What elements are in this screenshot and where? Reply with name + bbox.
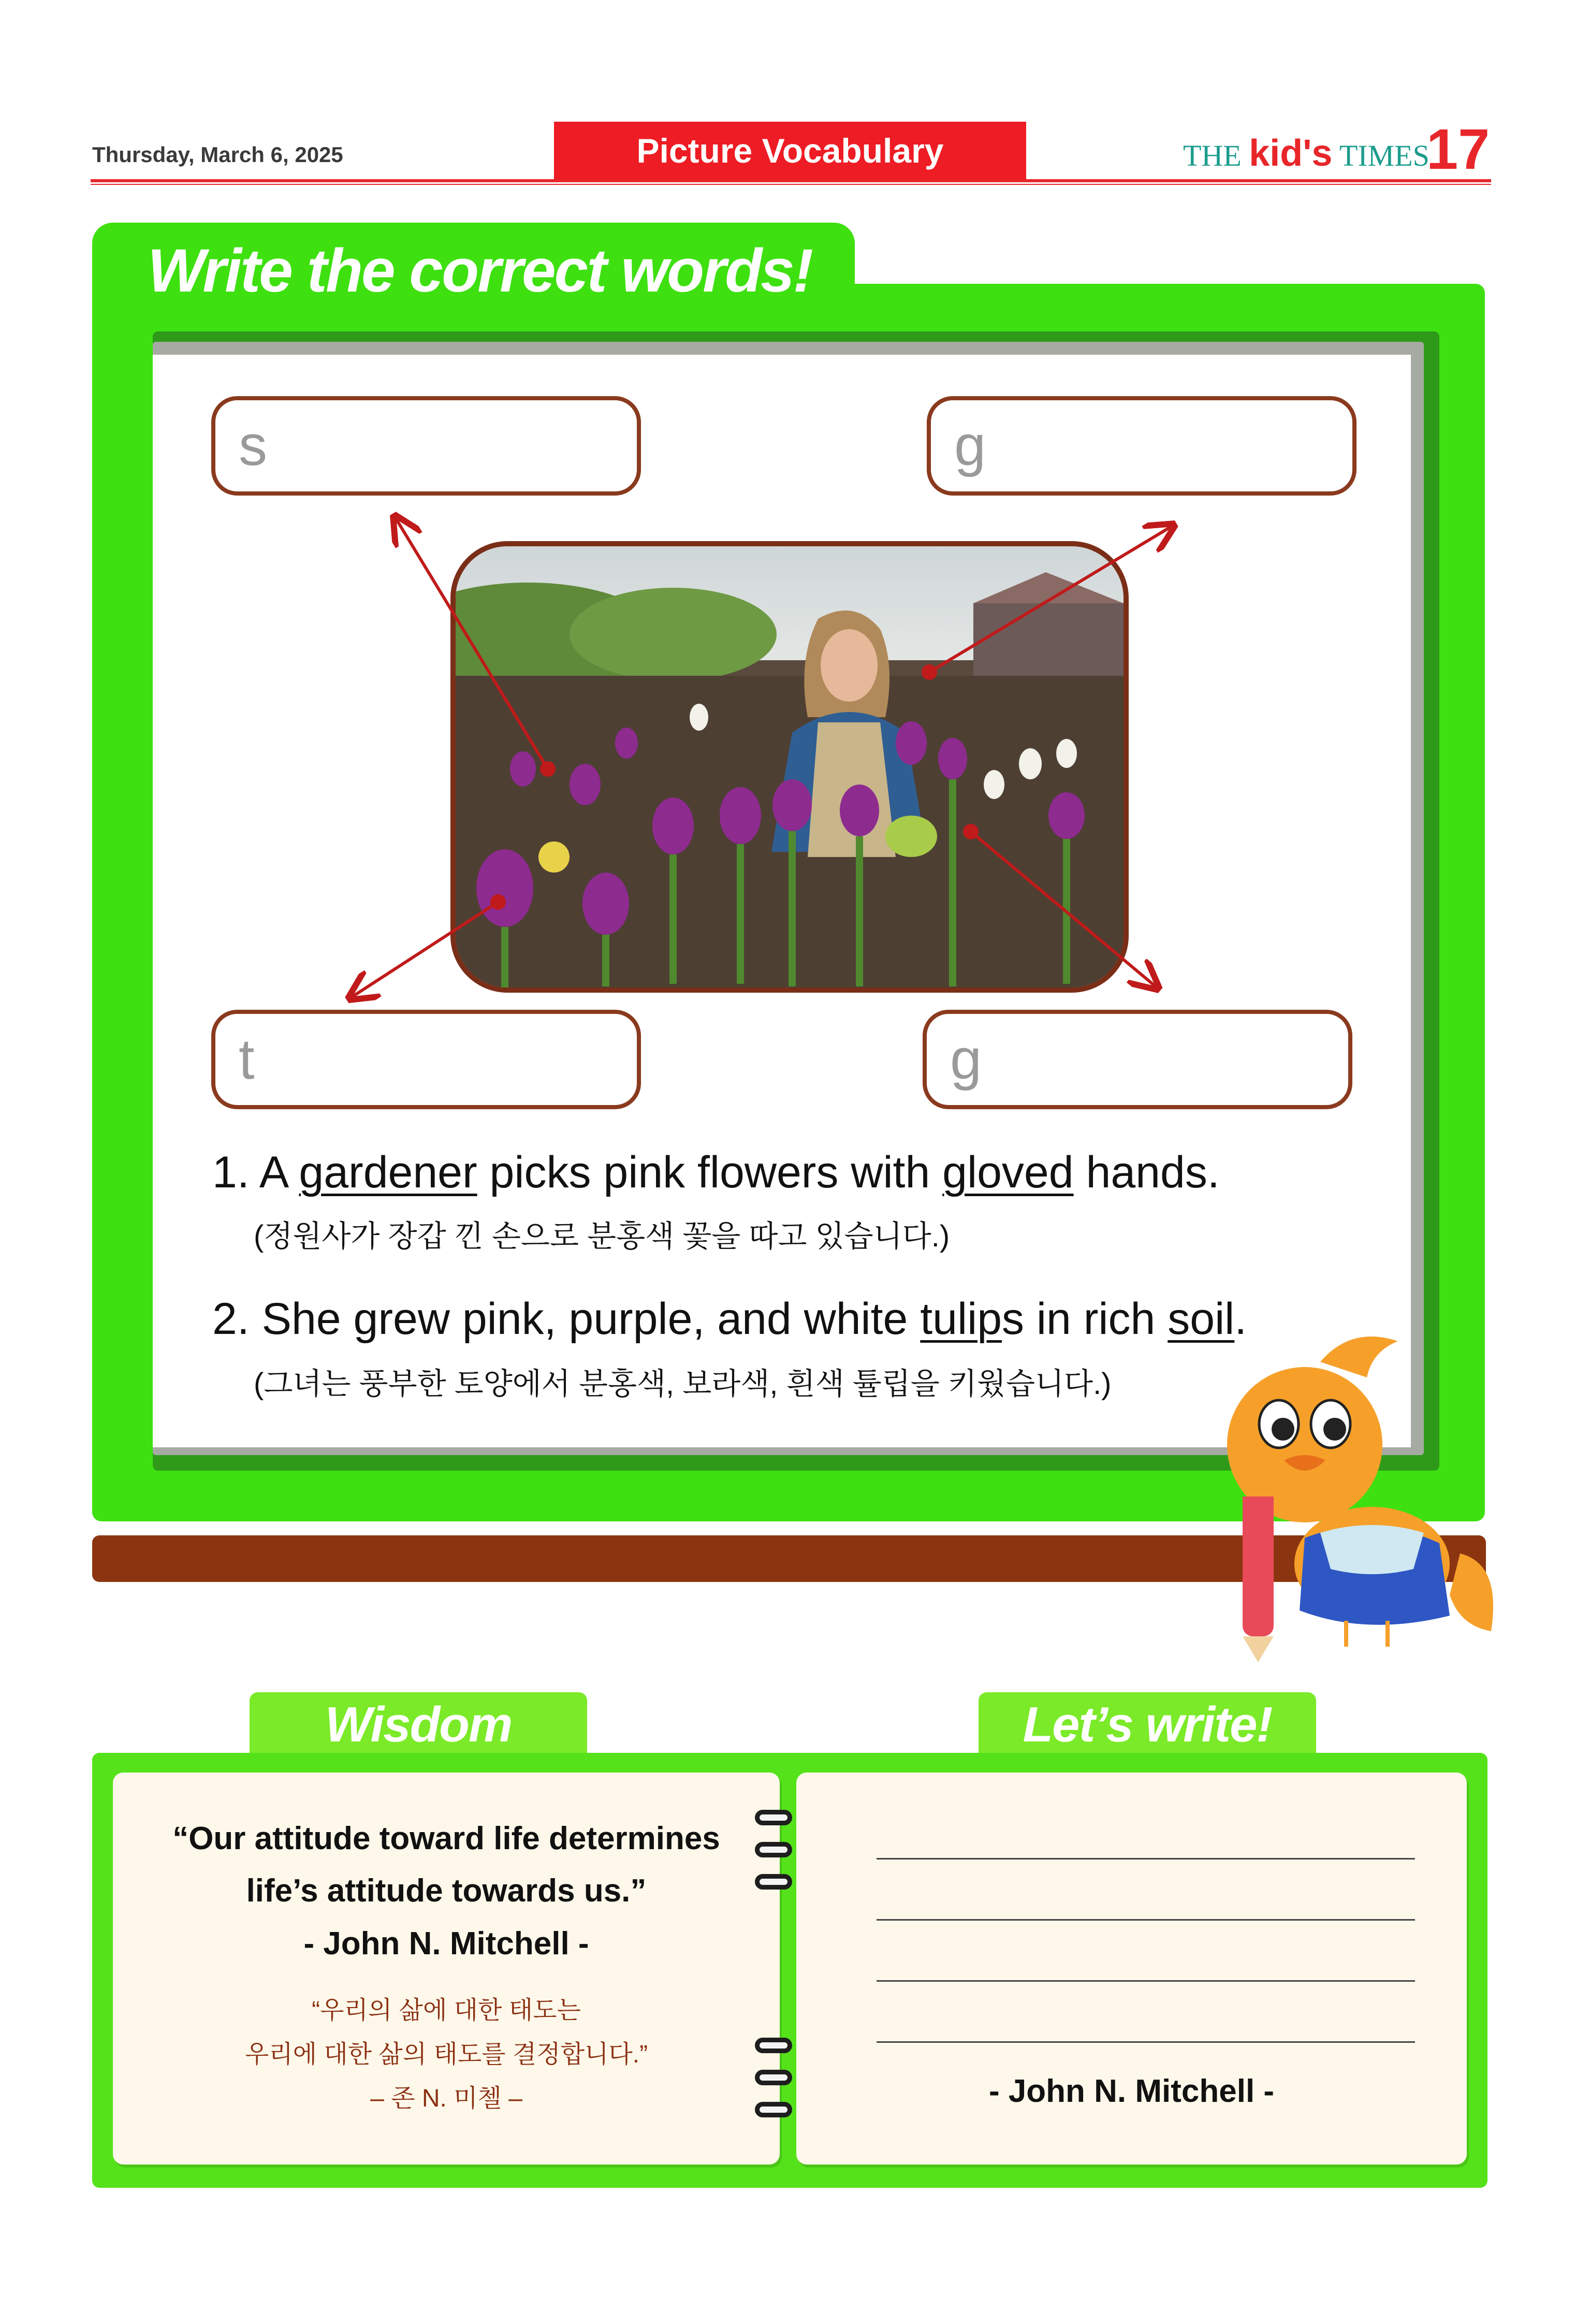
sentence-1: 1. A gardener picks pink flowers with gloved hands. xyxy=(212,1148,1220,1197)
logo-kids: kid's xyxy=(1249,133,1333,174)
ring-icon xyxy=(755,1842,792,1857)
writing-line[interactable] xyxy=(877,1858,1415,1860)
vocab-word: soil xyxy=(1168,1294,1235,1344)
vocab-word: gloved xyxy=(942,1148,1074,1197)
ring-icon xyxy=(755,1874,792,1890)
quote-korean-line-2: 우리에 대한 삶의 태도를 결정합니다.” xyxy=(244,2041,648,2068)
vocab-word: gardener xyxy=(299,1148,477,1197)
quote-korean-line-1: “우리의 삶에 대한 태도는 xyxy=(312,1997,581,2024)
wisdom-card xyxy=(113,1773,780,2165)
writing-card xyxy=(796,1773,1467,2165)
lets-write-tab: Let’s write! xyxy=(979,1692,1316,1757)
writing-author: - John N. Mitchell - xyxy=(988,2073,1275,2109)
quote-line-2: life’s attitude towards us.” xyxy=(246,1873,647,1909)
section-title: Picture Vocabulary xyxy=(554,122,1026,180)
page-number: 17 xyxy=(1426,118,1490,181)
hint-letter: g xyxy=(950,1027,982,1091)
sentence-2-translation: (그녀는 풍부한 토양에서 분홍색, 보라색, 흰색 튤립을 키웠습니다.) xyxy=(254,1367,1112,1401)
wisdom-tab: Wisdom xyxy=(250,1692,587,1757)
ring-icon xyxy=(755,1810,792,1825)
logo-times: TIMES xyxy=(1339,139,1429,172)
ring-icon xyxy=(755,2102,792,2117)
writing-line[interactable] xyxy=(877,1980,1415,1982)
issue-date: Thursday, March 6, 2025 xyxy=(92,142,343,167)
quote-line-1: “Our attitude toward life determines xyxy=(172,1821,720,1856)
quote-korean-author: – 존 N. 미첼 – xyxy=(370,2085,522,2112)
logo-the: THE xyxy=(1183,139,1242,172)
sentence-1-translation: (정원사가 장갑 낀 손으로 분홍색 꽃을 따고 있습니다.) xyxy=(254,1219,950,1253)
bird-mascot-icon xyxy=(1217,1331,1507,1662)
sentence-2: 2. She grew pink, purple, and white tulips in rich soil. xyxy=(212,1294,1247,1344)
quote-author: - John N. Mitchell - xyxy=(303,1926,589,1962)
hint-letter: s xyxy=(239,414,267,477)
ring-icon xyxy=(755,2070,792,2085)
hint-letter: t xyxy=(239,1027,255,1091)
exercise-title: Write the correct words! xyxy=(148,237,812,305)
ring-icon xyxy=(755,2038,792,2053)
writing-line[interactable] xyxy=(877,1919,1415,1921)
writing-line[interactable] xyxy=(877,2041,1415,2043)
vocab-word: tulip xyxy=(920,1294,1002,1344)
hint-letter: g xyxy=(954,414,986,477)
